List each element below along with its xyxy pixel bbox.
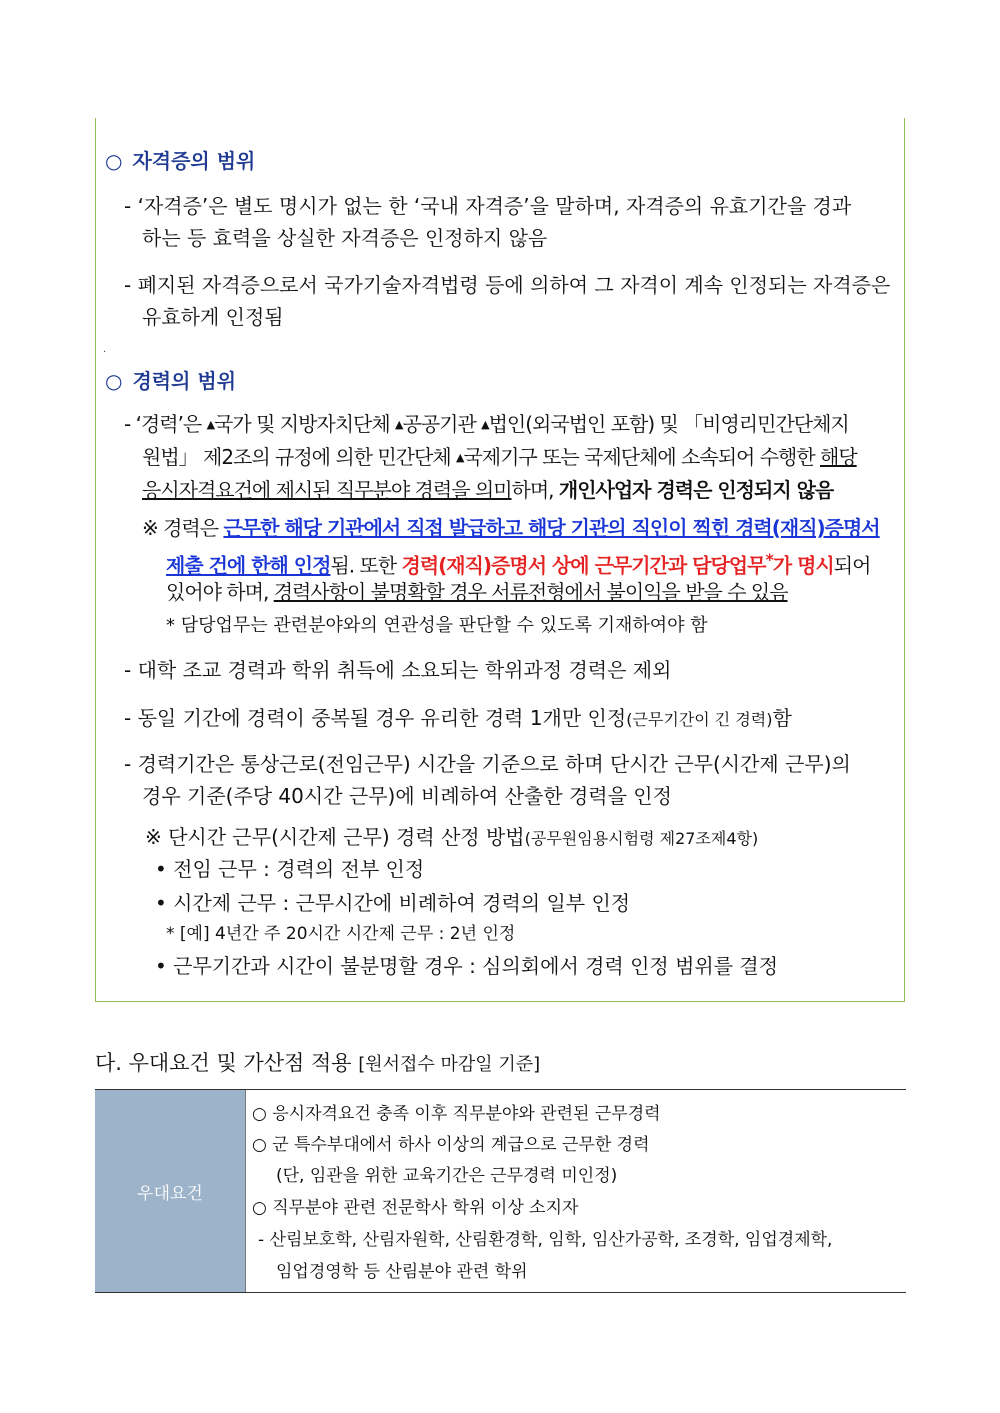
career-p1-line1: - ‘경력’은 ▲국가 및 지방자치단체 ▲공공기관 ▲법인(외국법인 포함) 및 「비영리민간단체지 [124,412,849,436]
table-row-3: ○ 직무분야 관련 전문학사 학위 이상 소지자 [252,1198,579,1218]
bullet-unclear: • 근무기간과 시간이 불분명할 경우 : 심의회에서 경력 인정 범위를 결정 [155,954,779,978]
career-p4-line2: 경우 기준(주당 40시간 근무)에 비례하여 산출한 경력을 인정 [142,784,672,808]
bullet-part-time: • 시간제 근무 : 근무시간에 비례하여 경력의 일부 인정 [155,891,631,915]
table-header-cell: 우대요건 [95,1090,246,1292]
career-p1-line2: 원법」 제2조의 규정에 의한 민간단체 ▲국제기구 또는 국제단체에 소속되어 수행한 해당 [142,445,857,469]
part-time-example: * [예] 4년간 주 20시간 시간제 근무 : 2년 인정 [166,924,516,944]
triangle-bullet-icon: ▲ [395,418,403,431]
part-time-note: ※ 단시간 근무(시간제 근무) 경력 산정 방법(공무원임용시험령 제27조제4항) [145,825,759,849]
qualification-p2-line2: 유효하게 인정됨 [142,305,284,329]
qualification-heading: ○ 자격증의 범위 [105,149,256,173]
career-note-star: * 담당업무는 관련분야와의 연관성을 판단할 수 있도록 기재하여야 함 [166,615,708,636]
section-title: 다. 우대요건 및 가산점 적용 [원서접수 마감일 기준] [95,1051,541,1075]
circle-bullet-icon: ○ [105,369,123,393]
career-note-line1: ※ 경력은 근무한 해당 기관에서 직접 발급하고 해당 기관의 직인이 찍힌 경력(재직)증명서 [142,516,880,540]
career-heading: ○ 경력의 범위 [105,369,237,393]
preference-table [95,1089,906,1293]
career-p4-line1: - 경력기간은 통상근로(전임근무) 시간을 기준으로 하며 단시간 근무(시간제 근무)의 [124,752,851,776]
qualification-p1-line2: 하는 등 효력을 상실한 자격증은 인정하지 않음 [142,226,548,250]
qualification-p1-line1: - ‘자격증’은 별도 명시가 없는 한 ‘국내 자격증’을 말하며, 자격증의 유효기간을 경과 [124,194,852,218]
career-note-line2: 제출 건에 한해 인정됨. 또한 경력(재직)증명서 상에 근무기간과 담당업무*가 명시되어 [166,550,871,578]
career-p2: - 대학 조교 경력과 학위 취득에 소요되는 학위과정 경력은 제외 [124,658,672,682]
table-row-4-line2: 임업경영학 등 산림분야 관련 학위 [276,1262,528,1282]
triangle-bullet-icon: ▲ [456,451,464,464]
table-row-2-sub: (단, 임관을 위한 교육기간은 근무경력 미인정) [276,1166,618,1186]
triangle-bullet-icon: ▲ [206,418,215,431]
table-row-2: ○ 군 특수부대에서 하사 이상의 계급으로 근무한 경력 [252,1135,650,1155]
qualification-p2-line1: - 폐지된 자격증으로서 국가기술자격법령 등에 의하여 그 자격이 계속 인정되는 자격증은 [124,273,891,297]
table-row-1: ○ 응시자격요건 충족 이후 직무분야와 관련된 근무경력 [252,1104,661,1124]
table-body-cell [246,1090,906,1292]
bullet-full-time: • 전임 근무 : 경력의 전부 인정 [155,857,425,881]
dot-mark: . [103,344,107,355]
career-p3: - 동일 기간에 경력이 중복될 경우 유리한 경력 1개만 인정(근무기간이 긴 경력)함 [124,706,792,730]
circle-bullet-icon: ○ [105,149,123,173]
table-row-4-line1: - 산림보호학, 산림자원학, 산림환경학, 임학, 임산가공학, 조경학, 임업경제학, [258,1230,833,1250]
career-p1-line3: 응시자격요건에 제시된 직무분야 경력을 의미하며, 개인사업자 경력은 인정되지 않음 [142,478,834,502]
career-note-line3: 있어야 하며, 경력사항이 불명확할 경우 서류전형에서 불이익을 받을 수 있음 [166,580,788,604]
triangle-bullet-icon: ▲ [481,418,489,431]
